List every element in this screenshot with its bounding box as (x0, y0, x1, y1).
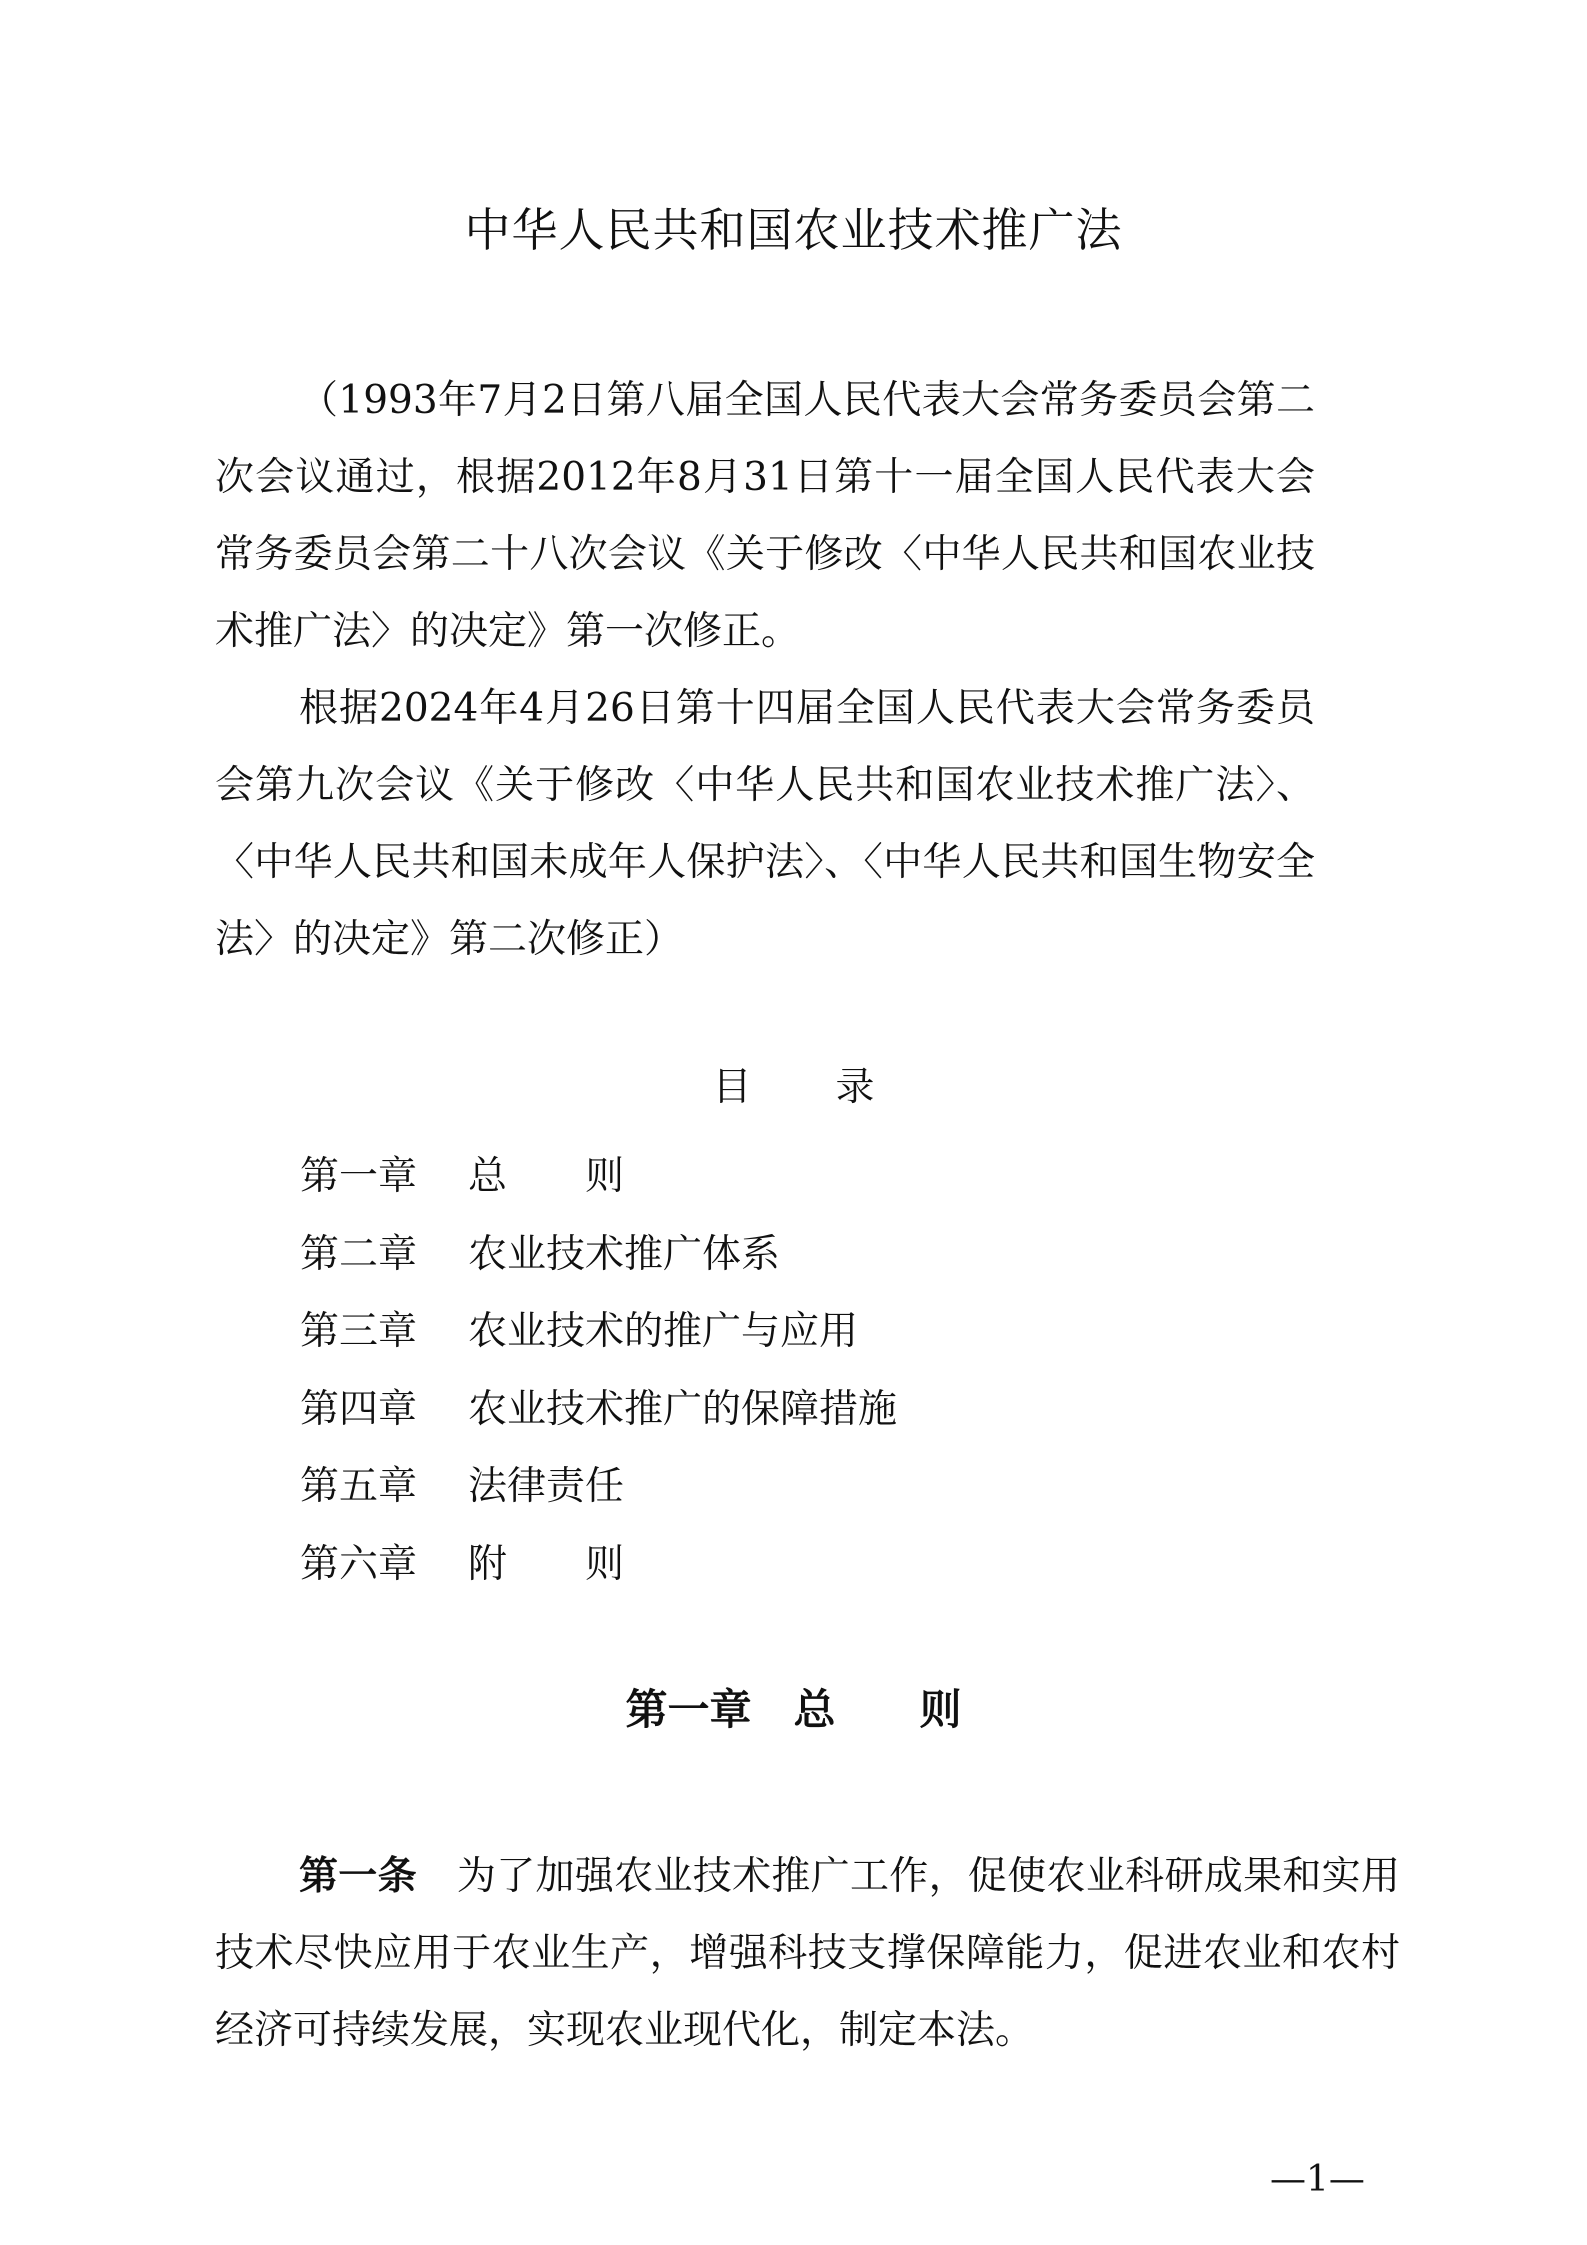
toc-item[interactable] (300, 1526, 897, 1604)
toc-item[interactable] (300, 1293, 897, 1371)
toc-item-name: 附 则 (468, 1541, 625, 1587)
article-paragraph (215, 1838, 1400, 2069)
toc-item-number: 第二章 (300, 1231, 418, 1277)
toc-item-number: 第四章 (300, 1386, 418, 1432)
toc-title (0, 1060, 1587, 1116)
toc-item-number: 第三章 (300, 1309, 418, 1354)
preamble-paragraph: 根据2024年4月26日第十四届全国人民代表大会常务委员会第九次会议《关于修改〈中华人民共和国农业技术推广法〉、〈中华人民共和国未成年人保护法〉、〈中华人民共和国生物安全法〉的决定》第二次修正） (215, 686, 1315, 962)
document-title: 中华人民共和国农业技术推广法 (464, 203, 1123, 257)
toc-title-right: 录 (835, 1065, 875, 1110)
toc-item[interactable] (300, 1216, 897, 1294)
table-of-contents (300, 1138, 897, 1603)
toc-item-name: 总 则 (468, 1154, 625, 1199)
preamble (215, 362, 1315, 978)
toc-item-name: 农业技术的推广与应用 (468, 1309, 859, 1354)
article-1 (215, 1838, 1400, 2069)
article-label: 第一条 (299, 1854, 417, 1899)
toc-item-number: 第一章 (300, 1154, 418, 1199)
toc-item[interactable] (300, 1448, 897, 1526)
toc-item-number: 第五章 (300, 1464, 418, 1509)
page-number: —1— (1270, 2159, 1365, 2200)
toc-item-number: 第六章 (300, 1541, 418, 1587)
toc-title-left: 目 (712, 1065, 752, 1110)
toc-item[interactable] (300, 1138, 897, 1216)
toc-item-name: 农业技术推广的保障措施 (468, 1386, 898, 1432)
article-text: 为了加强农业技术推广工作，促使农业科研成果和实用技术尽快应用于农业生产，增强科技支撑保障能力，促进农业和农村经济可持续发展，实现农业现代化，制定本法。 (215, 1854, 1400, 2053)
toc-item-name: 法律责任 (468, 1464, 625, 1509)
chapter-heading: 第一章 总 则 (625, 1685, 962, 1734)
toc-item[interactable] (300, 1371, 897, 1449)
toc-item-name: 农业技术推广体系 (468, 1231, 781, 1277)
preamble-paragraph: （1993年7月2日第八届全国人民代表大会常务委员会第二次会议通过，根据2012年8月31日第十一届全国人民代表大会常务委员会第二十八次会议《关于修改〈中华人民共和国农业技术推广法〉的决定》第一次修正。 (215, 378, 1315, 654)
